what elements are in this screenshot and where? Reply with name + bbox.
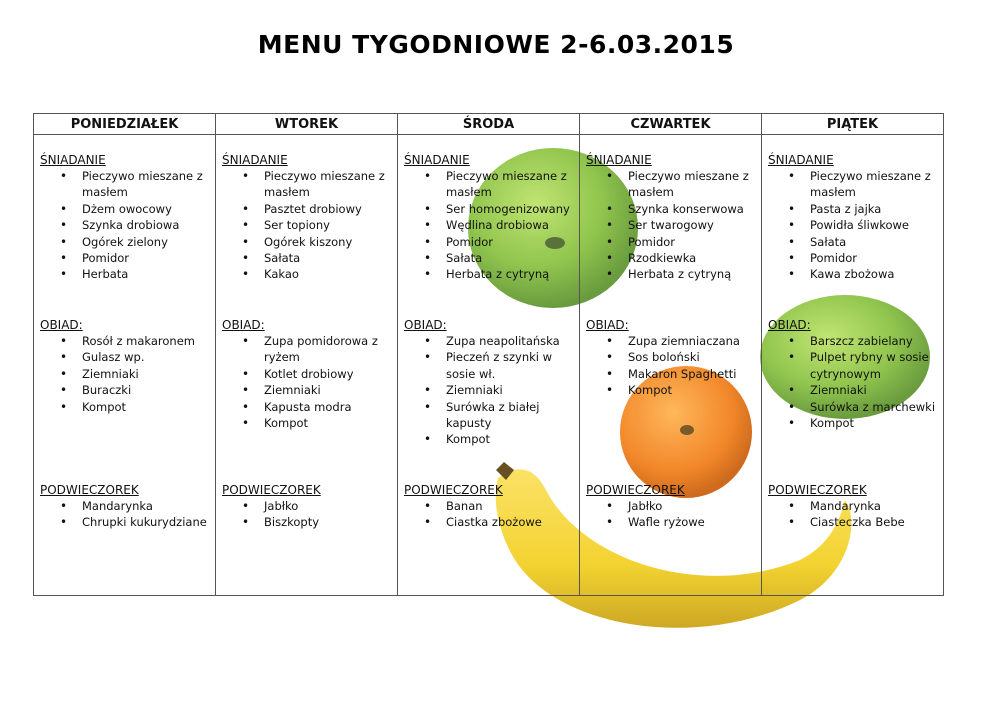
meal-section-title: PODWIECZOREK bbox=[768, 483, 867, 497]
meal-item-list bbox=[222, 498, 393, 531]
page-title: MENU TYGODNIOWE 2-6.03.2015 bbox=[257, 30, 735, 59]
meal-section-title: PODWIECZOREK bbox=[222, 483, 321, 497]
meal-section bbox=[40, 317, 211, 482]
meal-item-list bbox=[40, 168, 211, 283]
meal-item: • Powidła śliwkowe bbox=[768, 217, 939, 233]
meal-item: • Ser topiony bbox=[222, 217, 393, 233]
meal-item: • Kompot bbox=[586, 382, 757, 398]
meal-item-list bbox=[222, 168, 393, 283]
meal-section bbox=[404, 317, 575, 482]
meal-item: • Pieczywo mieszane z masłem bbox=[404, 168, 575, 201]
meal-item-list bbox=[586, 498, 757, 531]
weekly-menu-table bbox=[33, 113, 944, 596]
meal-section bbox=[40, 152, 211, 317]
meal-item: • Ciasteczka Bebe bbox=[768, 514, 939, 530]
meal-item: • Dżem owocowy bbox=[40, 201, 211, 217]
meal-section-title: PODWIECZOREK bbox=[404, 483, 503, 497]
day-column bbox=[216, 135, 398, 596]
meal-item: • Pomidor bbox=[768, 250, 939, 266]
meal-section bbox=[768, 152, 939, 317]
meal-item: • Kompot bbox=[40, 399, 211, 415]
meal-item: • Ziemniaki bbox=[40, 366, 211, 382]
meal-section bbox=[404, 152, 575, 317]
meal-item: • Biszkopty bbox=[222, 514, 393, 530]
meal-item-list bbox=[586, 168, 757, 283]
meal-item-list bbox=[768, 498, 939, 531]
menu-body-row bbox=[34, 135, 944, 596]
day-column bbox=[34, 135, 216, 596]
day-header: PIĄTEK bbox=[762, 114, 944, 135]
meal-section-title: PODWIECZOREK bbox=[586, 483, 685, 497]
day-column bbox=[762, 135, 944, 596]
meal-section bbox=[222, 317, 393, 482]
meal-section-title: OBIAD: bbox=[404, 318, 447, 332]
meal-item: • Szynka drobiowa bbox=[40, 217, 211, 233]
meal-item: • Sałata bbox=[222, 250, 393, 266]
days-header-row bbox=[34, 114, 944, 135]
meal-item: • Pieczywo mieszane z masłem bbox=[768, 168, 939, 201]
meal-item: • Pieczywo mieszane z masłem bbox=[40, 168, 211, 201]
meal-section bbox=[768, 317, 939, 482]
meal-item: • Pieczywo mieszane z masłem bbox=[222, 168, 393, 201]
meal-item: • Sałata bbox=[768, 234, 939, 250]
meal-item: • Mandarynka bbox=[40, 498, 211, 514]
meal-section bbox=[40, 482, 211, 531]
meal-item: • Mandarynka bbox=[768, 498, 939, 514]
meal-item: • Kompot bbox=[222, 415, 393, 431]
meal-item: • Kawa zbożowa bbox=[768, 266, 939, 282]
meal-section bbox=[222, 152, 393, 317]
meal-item: • Pieczeń z szynki w sosie wł. bbox=[404, 349, 575, 382]
meal-item: • Ciastka zbożowe bbox=[404, 514, 575, 530]
day-column bbox=[398, 135, 580, 596]
day-column bbox=[580, 135, 762, 596]
meal-item: • Gulasz wp. bbox=[40, 349, 211, 365]
meal-item: • Sos boloński bbox=[586, 349, 757, 365]
meal-item: • Barszcz zabielany bbox=[768, 333, 939, 349]
meal-item: • Pasztet drobiowy bbox=[222, 201, 393, 217]
day-header: ŚRODA bbox=[398, 114, 580, 135]
meal-item: • Rosół z makaronem bbox=[40, 333, 211, 349]
day-header: WTOREK bbox=[216, 114, 398, 135]
meal-item-list bbox=[768, 333, 939, 431]
meal-item: • Makaron Spaghetti bbox=[586, 366, 757, 382]
meal-section-title: ŚNIADANIE bbox=[222, 153, 288, 167]
meal-item-list bbox=[404, 498, 575, 531]
meal-item: • Banan bbox=[404, 498, 575, 514]
meal-item: • Kotlet drobiowy bbox=[222, 366, 393, 382]
meal-item: • Buraczki bbox=[40, 382, 211, 398]
meal-section-title: OBIAD: bbox=[586, 318, 629, 332]
meal-item: • Pieczywo mieszane z masłem bbox=[586, 168, 757, 201]
meal-item: • Rzodkiewka bbox=[586, 250, 757, 266]
meal-item: • Herbata bbox=[40, 266, 211, 282]
meal-item: • Jabłko bbox=[586, 498, 757, 514]
meal-section-title: ŚNIADANIE bbox=[404, 153, 470, 167]
meal-item: • Jabłko bbox=[222, 498, 393, 514]
meal-item: • Ogórek zielony bbox=[40, 234, 211, 250]
meal-section bbox=[586, 317, 757, 482]
meal-section-title: OBIAD: bbox=[222, 318, 265, 332]
day-header: CZWARTEK bbox=[580, 114, 762, 135]
meal-item: • Ziemniaki bbox=[768, 382, 939, 398]
meal-item: • Kakao bbox=[222, 266, 393, 282]
meal-item: • Surówka z białej kapusty bbox=[404, 399, 575, 432]
meal-item-list bbox=[404, 168, 575, 283]
meal-item: • Kapusta modra bbox=[222, 399, 393, 415]
meal-item: • Zupa ziemniaczana bbox=[586, 333, 757, 349]
meal-item: • Zupa neapolitańska bbox=[404, 333, 575, 349]
meal-item: • Wędlina drobiowa bbox=[404, 217, 575, 233]
meal-item: • Surówka z marchewki bbox=[768, 399, 939, 415]
meal-section bbox=[222, 482, 393, 531]
meal-item: • Pasta z jajka bbox=[768, 201, 939, 217]
meal-item-list bbox=[586, 333, 757, 399]
meal-item-list bbox=[40, 333, 211, 415]
meal-section-title: OBIAD: bbox=[40, 318, 83, 332]
meal-section-title: ŚNIADANIE bbox=[768, 153, 834, 167]
meal-item: • Pomidor bbox=[40, 250, 211, 266]
meal-section-title: ŚNIADANIE bbox=[40, 153, 106, 167]
meal-item: • Ziemniaki bbox=[404, 382, 575, 398]
meal-section bbox=[586, 482, 757, 531]
meal-item: • Zupa pomidorowa z ryżem bbox=[222, 333, 393, 366]
meal-item-list bbox=[40, 498, 211, 531]
meal-item-list bbox=[222, 333, 393, 431]
meal-item: • Ser homogenizowany bbox=[404, 201, 575, 217]
meal-item: • Kompot bbox=[768, 415, 939, 431]
meal-item-list bbox=[768, 168, 939, 283]
meal-section bbox=[586, 152, 757, 317]
meal-item-list bbox=[404, 333, 575, 448]
meal-item: • Ogórek kiszony bbox=[222, 234, 393, 250]
meal-item: • Ser twarogowy bbox=[586, 217, 757, 233]
meal-item: • Ziemniaki bbox=[222, 382, 393, 398]
meal-section bbox=[768, 482, 939, 531]
meal-section-title: PODWIECZOREK bbox=[40, 483, 139, 497]
meal-item: • Szynka konserwowa bbox=[586, 201, 757, 217]
day-header: PONIEDZIAŁEK bbox=[34, 114, 216, 135]
meal-item: • Herbata z cytryną bbox=[586, 266, 757, 282]
meal-section bbox=[404, 482, 575, 531]
meal-section-title: ŚNIADANIE bbox=[586, 153, 652, 167]
meal-item: • Wafle ryżowe bbox=[586, 514, 757, 530]
meal-item: • Chrupki kukurydziane bbox=[40, 514, 211, 530]
meal-item: • Sałata bbox=[404, 250, 575, 266]
meal-item: • Kompot bbox=[404, 431, 575, 447]
meal-item: • Pulpet rybny w sosie cytrynowym bbox=[768, 349, 939, 382]
meal-item: • Pomidor bbox=[404, 234, 575, 250]
meal-item: • Pomidor bbox=[586, 234, 757, 250]
meal-section-title: OBIAD: bbox=[768, 318, 811, 332]
meal-item: • Herbata z cytryną bbox=[404, 266, 575, 282]
